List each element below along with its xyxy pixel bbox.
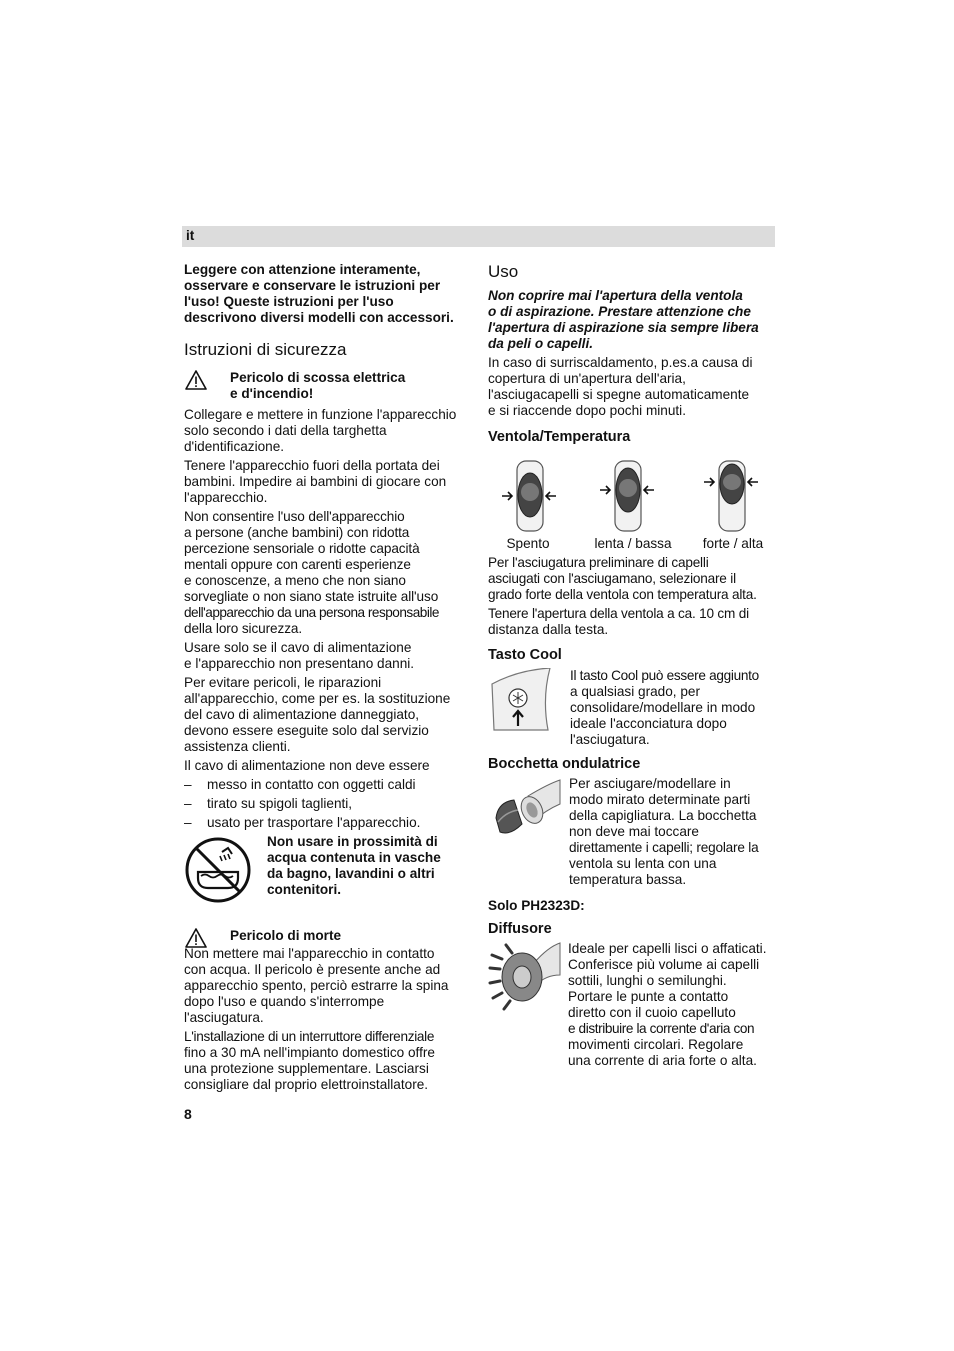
ventola-paragraph-1: Per l'asciugatura preliminare di capelli asciugati con l'asciugamano, selezionare il grado forte della ventola con temperatura alta. <box>488 555 757 602</box>
left-column <box>184 262 466 1096</box>
switch-label-high: forte / alta <box>702 536 764 551</box>
list-item: – messo in contatto con oggetti caldi <box>184 777 466 793</box>
cable-list <box>184 777 466 831</box>
warning-triangle-icon <box>185 928 207 948</box>
switch-low-icon <box>598 460 656 532</box>
cool-section: Il tasto Cool può essere aggiunto a qualsiasi grado, per consolidare/modellare in modo ideale l'acconciatura dopo l'asciugatura. <box>488 668 776 748</box>
warning-death: Pericolo di morte <box>184 928 466 946</box>
uso-paragraph: In caso di surriscaldamento, p.es.a causa di copertura di un'apertura dell'aria, l'asciugacapelli si spegne automaticamente e si riaccende dopo pochi minuti. <box>488 355 753 418</box>
para-cable-ok: Usare solo se il cavo di alimentazione e l'apparecchio non presentano danni. <box>184 640 415 671</box>
cool-heading: Tasto Cool <box>488 647 562 663</box>
para-water: Non mettere mai l'apparecchio in contatto con acqua. Il pericolo è presente anche ad apparecchio spento, perciò estrarre la spina dopo l'uso e quando s'interrompe l'asciugatura. <box>184 946 449 1025</box>
warning-triangle-icon <box>185 370 207 390</box>
switch-figures <box>488 460 776 556</box>
switch-high-icon <box>702 460 760 532</box>
para-connection: Collegare e mettere in funzione l'apparecchio solo secondo i dati della targhetta d'identificazione. <box>184 407 457 454</box>
no-bath-warning: Non usare in prossimità di acqua contenuta in vasche da bagno, lavandini o altri contenitori. <box>184 834 466 904</box>
right-column <box>488 262 776 1072</box>
ventola-paragraph-2: Tenere l'apertura della ventola a ca. 10 cm di distanza dalla testa. <box>488 606 749 637</box>
switch-label-off: Spento <box>506 536 550 551</box>
nozzle-icon <box>488 778 562 840</box>
switch-label-low: lenta / bassa <box>594 536 672 551</box>
ventola-heading: Ventola/Temperatura <box>488 429 631 445</box>
para-cable-not: Il cavo di alimentazione non deve essere <box>184 758 430 773</box>
diffusore-section: Ideale per capelli lisci o affaticati. Conferisce più volume ai capelli sottili, lunghi o semilunghi. Portare le punte a contatto diretto con il cuoio capelluto e distribuire la corrente d'aria con movimenti circolari. Regolare una corrente di aria forte o alta. <box>488 941 776 1069</box>
list-item: – tirato su spigoli taglienti, <box>184 796 466 812</box>
diffuser-icon <box>488 941 562 1015</box>
warning-shock-fire: Pericolo di scossa elettrica e d'incendio! <box>184 370 466 404</box>
para-repairs: Per evitare pericoli, le riparazioni all'apparecchio, come per es. la sostituzione del cavo di alimentazione danneggiato, devono essere eseguite solo dal servizio assistenza clienti. <box>184 675 451 754</box>
safety-heading: Istruzioni di sicurezza <box>184 340 347 359</box>
switch-off-icon <box>500 460 558 532</box>
no-bathtub-icon <box>184 836 252 904</box>
bocchetta-heading: Bocchetta ondulatrice <box>488 756 641 772</box>
language-code: it <box>186 228 195 243</box>
bocchetta-section: Per asciugare/modellare in modo mirato determinate parti della capigliatura. La bocchetta non deve mai toccare direttamente i capelli; regolare la ventola su lenta con una temperatura bassa. <box>488 776 776 888</box>
page-number: 8 <box>184 1106 192 1122</box>
uso-warning: Non coprire mai l'apertura della ventola o di aspirazione. Prestare attenzione che l'apertura di aspirazione sia sempre libera da peli o capelli. <box>488 288 759 351</box>
para-persons: Non consentire l'uso dell'apparecchio a persone (anche bambini) con ridotta percezione sensoriale o ridotte capacità mentali oppure con carenti esperienze e conoscenze, a meno che non siano sorvegliate o non siano state istruite all'uso dell'apparecchio da una persona responsabile della loro sicurezza. <box>184 509 439 636</box>
list-item: – usato per trasportare l'apparecchio. <box>184 815 466 831</box>
intro-text: Leggere con attenzione interamente, osservare e conservare le istruzioni per l'uso! Queste istruzioni per l'uso descrivono diversi modelli con accessori. <box>184 262 454 325</box>
para-children: Tenere l'apparecchio fuori della portata dei bambini. Impedire ai bambini di giocare con l'apparecchio. <box>184 458 447 505</box>
language-bar <box>182 226 775 247</box>
uso-heading: Uso <box>488 262 519 281</box>
para-rcd: L'installazione di un interruttore differenziale fino a 30 mA nell'impianto domestico offre una protezione supplementare. Lasciarsi consigliare dal proprio elettroinstallatore. <box>184 1029 435 1092</box>
diffusore-heading: Diffusore <box>488 921 552 937</box>
cool-button-icon <box>488 668 554 732</box>
solo-model-note: Solo PH2323D: <box>488 898 585 913</box>
